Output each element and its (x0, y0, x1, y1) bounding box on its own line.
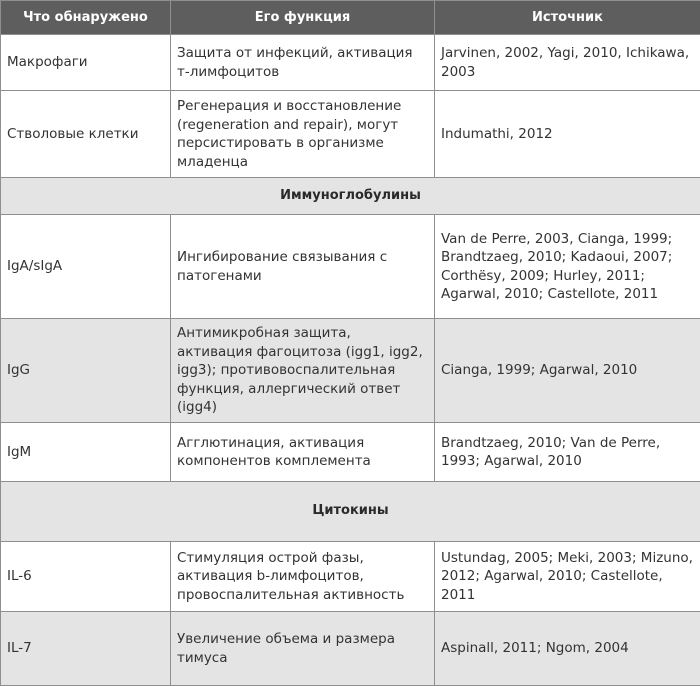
source-cell: Aspinall, 2011; Ngom, 2004 (435, 612, 700, 686)
source-cell: Van de Perre, 2003, Cianga, 1999; Brandtzaeg, 2010; Kadaoui, 2007; Corthësy, 2009; Hurley, 2011; Agarwal, 2010; Castellote, 2011 (435, 215, 700, 319)
function-cell: Стимуляция острой фазы, активация b-лимфоцитов, провоспалительная активность (171, 542, 435, 612)
source-cell: Jarvinen, 2002, Yagi, 2010, Ichikawa, 2003 (435, 35, 700, 91)
table-row (1, 91, 700, 178)
section-row (1, 482, 700, 542)
function-cell: Ингибирование связывания с патогенами (171, 215, 435, 319)
table-row (1, 612, 700, 686)
section-title-immunoglobulins: Иммуноглобулины (1, 178, 700, 215)
header-finding: Что обнаружено (1, 1, 171, 35)
finding-cell: IgM (1, 423, 171, 482)
header-row (1, 1, 700, 35)
finding-cell: IgG (1, 319, 171, 423)
finding-cell: Стволовые клетки (1, 91, 171, 178)
section-row (1, 178, 700, 215)
finding-cell: IL-6 (1, 542, 171, 612)
finding-cell: Макрофаги (1, 35, 171, 91)
source-cell: Indumathi, 2012 (435, 91, 700, 178)
table-row (1, 319, 700, 423)
table-row (1, 215, 700, 319)
header-source: Источник (435, 1, 700, 35)
source-cell: Brandtzaeg, 2010; Van de Perre, 1993; Agarwal, 2010 (435, 423, 700, 482)
finding-cell: IL-7 (1, 612, 171, 686)
table-row (1, 35, 700, 91)
function-cell: Регенерация и восстановление (regeneration and repair), могут персистировать в организме младенца (171, 91, 435, 178)
table-row (1, 423, 700, 482)
finding-cell: IgA/sIgA (1, 215, 171, 319)
header-function: Его функция (171, 1, 435, 35)
function-cell: Антимикробная защита, активация фагоцитоза (igg1, igg2, igg3); противовоспалительная функция, аллергический ответ (igg4) (171, 319, 435, 423)
table-row (1, 542, 700, 612)
function-cell: Защита от инфекций, активация т-лимфоцитов (171, 35, 435, 91)
function-cell: Агглютинация, активация компонентов комплемента (171, 423, 435, 482)
source-cell: Cianga, 1999; Agarwal, 2010 (435, 319, 700, 423)
section-title-cytokines: Цитокины (1, 482, 700, 542)
function-cell: Увеличение объема и размера тимуса (171, 612, 435, 686)
source-cell: Ustundag, 2005; Meki, 2003; Mizuno, 2012; Agarwal, 2010; Castellote, 2011 (435, 542, 700, 612)
